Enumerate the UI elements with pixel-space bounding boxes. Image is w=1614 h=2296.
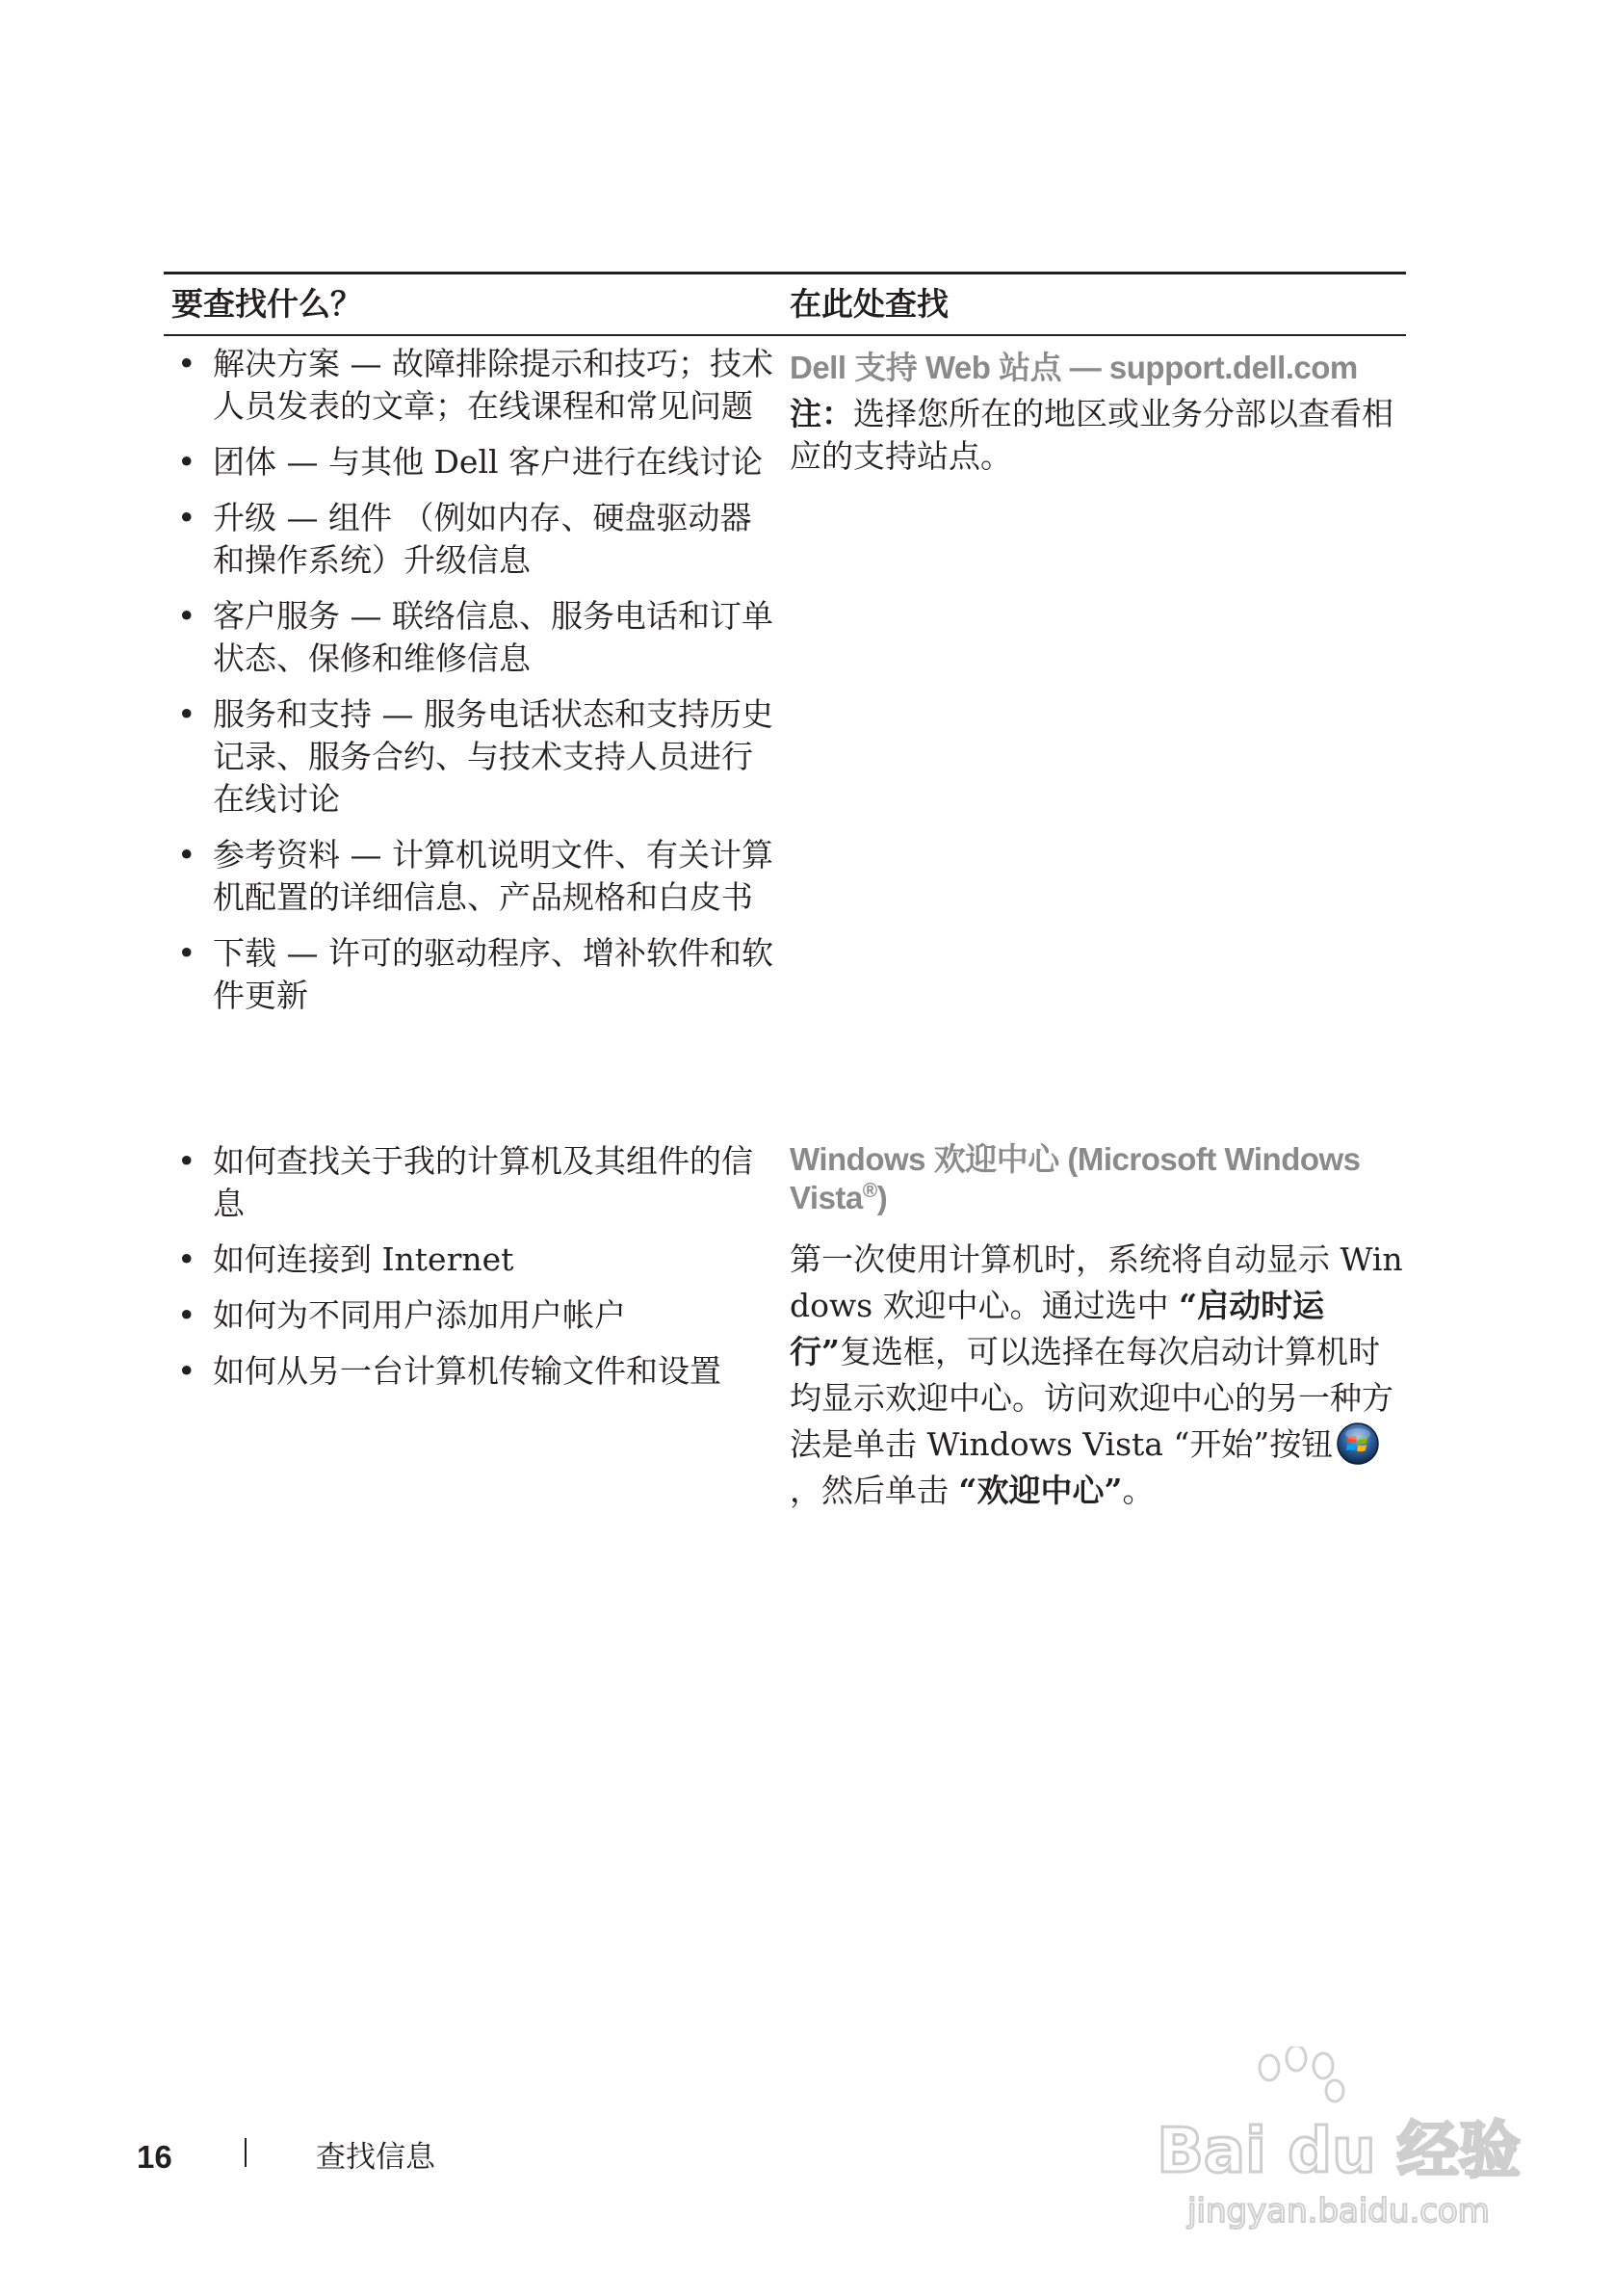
list-item: • 下载 — 许可的驱动程序、增补软件和软件更新 [177, 934, 773, 1014]
baidu-jingyan-watermark [1146, 2047, 1531, 2239]
watermark-brand: Bai du 经验 [1157, 2116, 1521, 2187]
baidu-paw-icon [1260, 2047, 1343, 2101]
section-title: 查找信息 [316, 2140, 435, 2175]
list-item: • 服务和支持 — 服务电话状态和支持历史记录、服务合约、与技术支持人员进行在线讨论 [177, 695, 773, 818]
list-item: • 解决方案 — 故障排除提示和技巧；技术人员发表的文章；在线课程和常见问题 [177, 345, 773, 425]
page-number: 16 [137, 2139, 172, 2175]
dell-support-website-title: Dell 支持 Web 站点 — support.dell.com [790, 350, 1358, 385]
list-item: • 客户服务 — 联络信息、服务电话和订单状态、保修和维修信息 [177, 597, 773, 677]
group2-resource [790, 1140, 1406, 1514]
windows-start-button-icon [1337, 1422, 1379, 1465]
list-item: • 如何查找关于我的计算机及其组件的信息 [177, 1142, 753, 1222]
note-label: 注： [790, 395, 853, 432]
list-item: • 参考资料 — 计算机说明文件、有关计算机配置的详细信息、产品规格和白皮书 [177, 836, 773, 916]
list-item: • 团体 — 与其他 Dell 客户进行在线讨论 [177, 443, 764, 481]
group2-topics-list [171, 1140, 776, 1406]
note [790, 393, 1406, 478]
group1-topics-list [171, 343, 776, 1031]
list-item: • 如何为不同用户添加用户帐户 [177, 1296, 626, 1334]
welcome-center-label: “欢迎中心” [958, 1472, 1123, 1509]
windows-welcome-center-title: Windows 欢迎中心 (Microsoft Windows Vista®) [790, 1141, 1361, 1215]
column-header-what: 要查找什么？ [171, 285, 362, 323]
list-item: • 如何从另一台计算机传输文件和设置 [177, 1352, 721, 1390]
column-header-where: 在此处查找 [790, 285, 949, 323]
watermark-url: jingyan.baidu.com [1187, 2192, 1490, 2231]
group1-resource [790, 349, 1406, 478]
footer-divider [245, 2138, 247, 2167]
run-at-startup-label: “启动时运行” [790, 1287, 1325, 1370]
table-header-rule [164, 334, 1406, 336]
welcome-center-description: 第一次使用计算机时，系统将自动显示 Windows 欢迎中心。通过选中 “启动时运行”复选框，可以选择在每次启动计算机时均显示欢迎中心。访问欢迎中心的另一种方法是单击 Windows Vista “开始”按钮，然后单击 “欢迎中心”。 [790, 1240, 1403, 1509]
list-item: • 升级 — 组件 （例如内存、硬盘驱动器和操作系统）升级信息 [177, 499, 752, 579]
table-top-rule [164, 272, 1406, 274]
note-text: 选择您所在的地区或业务分部以查看相应的支持站点。 [790, 395, 1393, 475]
list-item: • 如何连接到 Internet [177, 1240, 514, 1278]
